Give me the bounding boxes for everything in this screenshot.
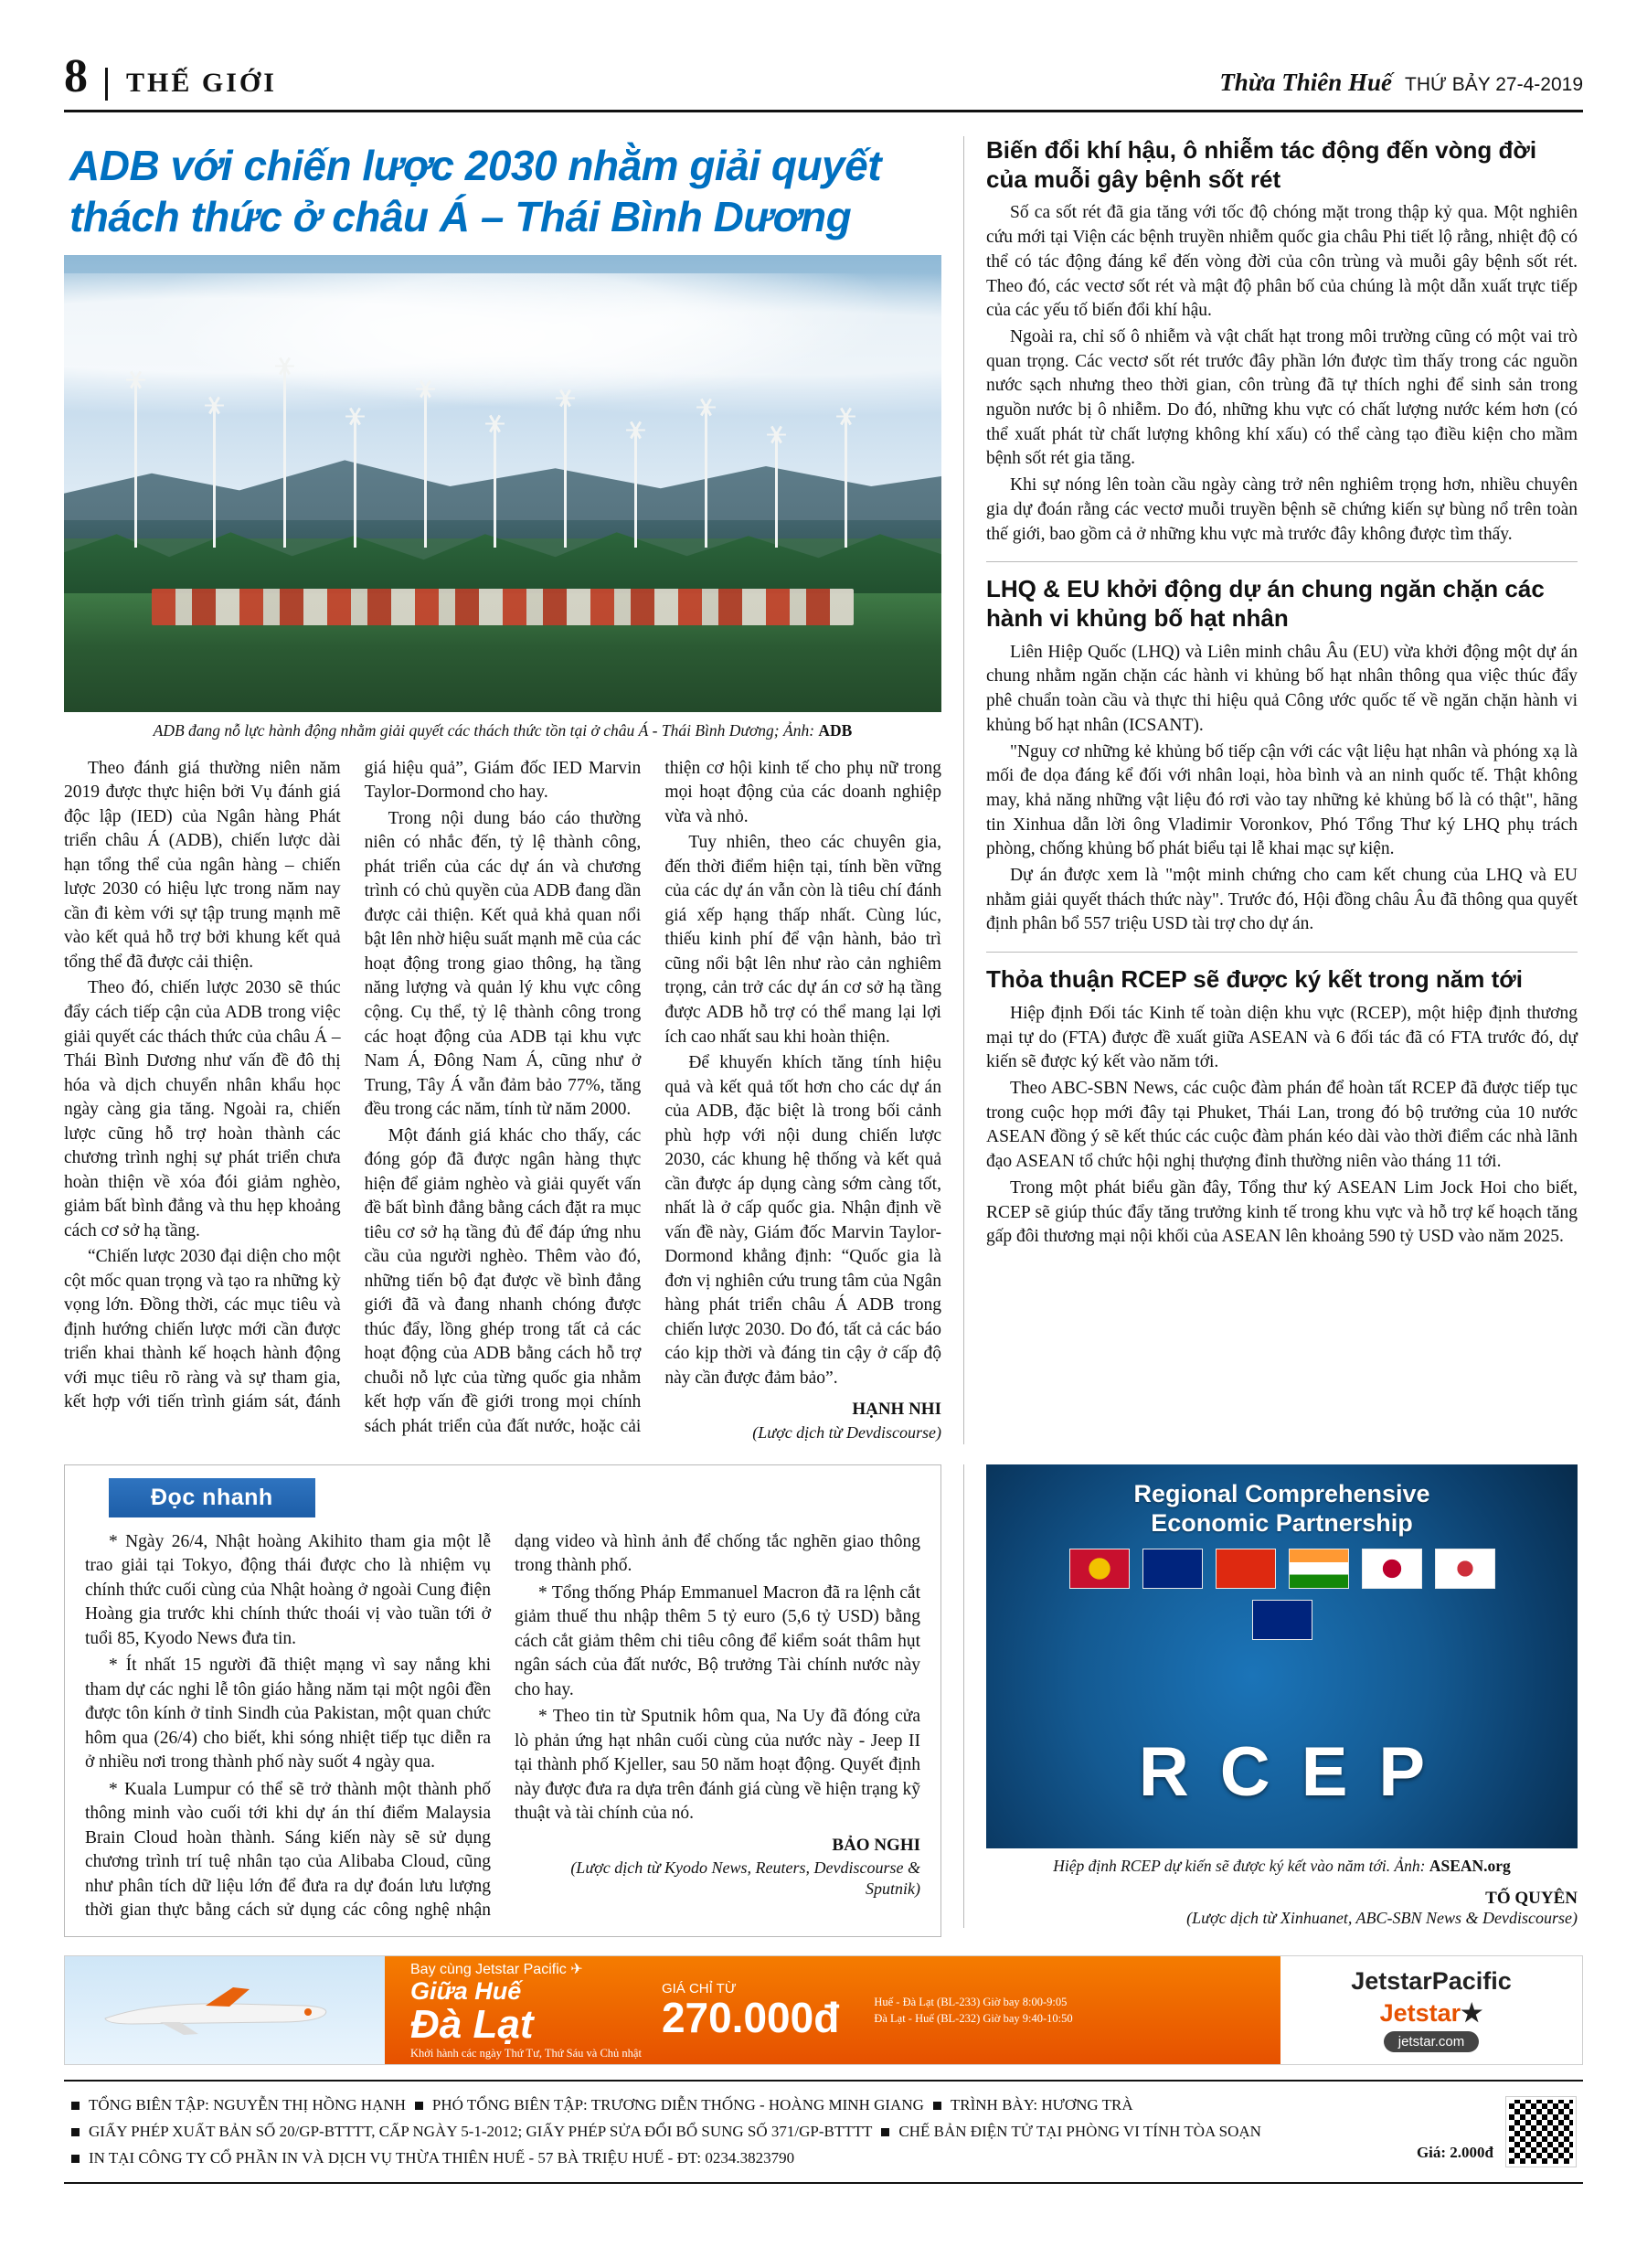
right-article-paragraph: Hiệp định Đối tác Kinh tế toàn diện khu vực (RCEP), một hiệp định thương mại tự do (FTA) được đề xuất giữa ASEAN và 6 đối tác đã có FTA trước đó, dự kiến sẽ được ký kết vào năm tới. — [986, 1003, 1578, 1072]
qr-code-icon[interactable] — [1506, 2097, 1576, 2167]
ad-plane-image — [65, 1956, 385, 2064]
rcep-caption-text: Hiệp định RCEP dự kiến sẽ được ký kết vào năm tới. Ảnh: — [1053, 1856, 1429, 1875]
right-article-title: LHQ & EU khởi động dự án chung ngăn chặn các hành vi khủng bố hạt nhân — [986, 575, 1545, 632]
advertisement-banner[interactable] — [64, 1955, 1583, 2065]
list-item: * Tổng thống Pháp Emmanuel Macron đã ra lệnh cắt giảm thuế thu nhập thêm 5 tỷ euro (5,6 tỷ USD) bằng cách cắt giảm thêm chi tiêu công để kiểm soát thâm hụt ngân sách của đất nước, Bộ trưởng Tài chính nước này cho hay. — [515, 1582, 920, 1699]
footer-line-3 — [71, 2146, 1261, 2172]
ad-brand-block[interactable] — [1280, 1956, 1582, 2064]
list-item: * Kuala Lumpur có thể sẽ trở thành một thành phố thông minh vào cuối tới khi dự án thí điểm Malaysia Brain Cloud hoàn thành. Sáng kiến này sẽ sử dụng chương trình trí tuệ nhân tạo của Alibaba Cloud, cũng như phân tích dữ liệu lớn để đưa ra dự đoán lưu lượng thời gian thực bằng cách sử dụng các công nghệ nhận dạng video và hình ảnh để chống tắc nghẽn giao thông trong thành phố. — [85, 1531, 920, 1921]
flag-south-korea — [1435, 1549, 1495, 1589]
footer-license: GIẤY PHÉP XUẤT BẢN SỐ 20/GP-BTTTT, CẤP NGÀY 5-1-2012; GIẤY PHÉP SỬA ĐỔI BỔ SUNG SỐ 371/GP-BTTTT — [89, 2122, 873, 2140]
ad-schedule-line: Huế - Đà Lạt (BL-233) Giờ bay 8:00-9:05 — [874, 1995, 1068, 2008]
right-article-paragraph: Trong một phát biểu gần đây, Tổng thư ký ASEAN Lim Jock Hoi cho biết, RCEP sẽ giúp thúc đẩy tăng trưởng kinh tế trong khu vực và hỗ trợ kế hoạch tăng gấp đôi thương mại nội khối của ASEAN lên khoảng 590 tỷ USD vào năm 2025. — [986, 1177, 1578, 1247]
ad-price-label: GIÁ CHỈ TỪ — [661, 1981, 737, 1997]
right-article-climate — [986, 136, 1578, 547]
right-article-paragraph: Theo ABC-SBN News, các cuộc đàm phán để hoàn tất RCEP đã được tiếp tục trong cuộc họp mới đây tại Phuket, Thái Lan, trong đó bộ trưởng của 10 nước ASEAN đồng ý sẽ kết thúc các cuộc đàm phán kéo dài vào thời điểm các nhà lãnh đạo ASEAN tổ chức hội nghị thượng đỉnh thường niên vào tháng 11 tới. — [986, 1078, 1578, 1172]
photo-caption-text: ADB đang nỗ lực hành động nhằm giải quyết các thách thức tồn tại ở châu Á - Thái Bình Dương; Ảnh: — [153, 721, 819, 740]
rcep-title-line2: Economic Partnership — [1151, 1509, 1413, 1538]
airplane-icon — [96, 1982, 343, 2039]
masthead — [64, 50, 1583, 112]
rcep-byline: TỐ QUYÊN — [1485, 1888, 1578, 1908]
photo-village — [152, 589, 854, 625]
footer-printer: IN TẠI CÔNG TY CỔ PHẦN IN VÀ DỊCH VỤ THỪA THIÊN HUẾ - 57 BÀ TRIỆU HUẾ - ĐT: 0234.3823790 — [89, 2148, 795, 2167]
footer-right — [1417, 2097, 1576, 2167]
right-article-paragraph: "Nguy cơ những kẻ khủng bố tiếp cận với các vật liệu hạt nhân và phóng xạ là mối đe dọa đáng kể đối với nhân loại, hòa bình và an ninh quốc tế. Thật không may, khả năng những vật liệu đó rơi vào tay những kẻ khủng bố là có thật", hãng tin Xinhua dẫn lời ông Vladimir Voronkov, Phó Tổng Thư ký LHQ phụ trách phòng, chống khủng bố phát biểu tại lễ khai mạc sự kiện. — [986, 741, 1578, 859]
ad-tagline: Bay cùng Jetstar Pacific ✈ — [410, 1962, 583, 1978]
wind-farm-photo — [64, 255, 941, 712]
right-article-title: Thỏa thuận RCEP sẽ được ký kết trong năm tới — [986, 965, 1523, 994]
page-number: 8 — [64, 50, 87, 102]
right-article-nuclear — [986, 575, 1578, 937]
article-headline: ADB với chiến lược 2030 nhằm giải quyết thách thức ở châu Á – Thái Bình Dương — [69, 142, 882, 241]
right-article-title: Biến đổi khí hậu, ô nhiễm tác động đến vòng đời của muỗi gây bệnh sốt rét — [986, 136, 1537, 193]
quick-read-tag: Đọc nhanh — [109, 1478, 315, 1517]
footer-layout: TRÌNH BÀY: HƯƠNG TRÀ — [950, 2095, 1133, 2114]
right-article-rcep — [986, 965, 1578, 1250]
ad-note: Khởi hành các ngày Thứ Tư, Thứ Sáu và Chủ nhật — [410, 2046, 642, 2060]
ad-price-block — [642, 1981, 859, 2042]
bullet-icon — [71, 2128, 80, 2136]
right-article-body — [986, 1002, 1578, 1250]
ad-price-unit: đ — [813, 1994, 840, 2042]
right-column — [963, 136, 1578, 1444]
article-paragraph: Theo đó, chiến lược 2030 sẽ thúc đẩy cách tiếp cận của ADB trong việc giải quyết các thách thức của châu Á – Thái Bình Dương như vấn đề đô thị hóa và dịch chuyển nhân khẩu học ngày càng gia tăng. Ngoài ra, chiến lược cũng hỗ trợ hoàn thành các chương trình nghị sự phát triển chưa hoàn thiện về xóa đói giảm nghèo, giảm bất bình đẳng và thu hẹp khoảng cách cơ sở hạ tầng. — [64, 978, 341, 1240]
ad-brand-jetstar-pacific: JetstarPacific — [1351, 1967, 1512, 1996]
quick-read-items — [65, 1517, 940, 1923]
divider — [986, 561, 1578, 562]
ad-schedule — [859, 1994, 1087, 2027]
flag-asean — [1069, 1549, 1130, 1589]
article-byline: HẠNH NHI — [852, 1400, 941, 1420]
bullet-icon — [933, 2102, 941, 2110]
quick-read-box — [64, 1464, 941, 1937]
paper-name: Thừa Thiên Huế — [1219, 69, 1393, 96]
article-paragraph: “Chiến lược 2030 đại diện cho một cột mốc quan trọng và tạo ra những kỳ vọng lớn. Đồng thời, các mục tiêu và định hướng chiến lược mới cần được triển khai thành kế hoạch hành động với mục tiêu rõ ràng và sự tham gia, kết hợp với tiến trình giám sát, đánh giá hiệu quả”, Giám đốc IED Marvin Taylor-Dormond cho hay. — [64, 758, 642, 1412]
footer-prepress: CHẾ BẢN ĐIỆN TỬ TẠI PHÒNG VI TÍNH TÒA SOẠN — [898, 2122, 1261, 2140]
article-paragraph: Trong nội dung báo cáo thường niên có nhắc đến, tỷ lệ thành công, phát triển của các dự án và chương trình có chủ quyền của ADB đang dần được cải thiện. Kết quả khả quan nổi bật lên nhờ hiệu suất mạnh mẽ của các hoạt động trong giao thông, hạ tầng năng lượng và quản lý khu vực công cộng. Cụ thể, tỷ lệ thành công trong các hoạt động của ADB tại khu vực Nam Á, Đông Nam Á, cũng như ở Trung, Tây Á vẫn đảm bảo 77%, tăng đều trong các năm, tính từ năm 2000. — [364, 808, 642, 1120]
quick-read-source: (Lược dịch từ Kyodo News, Reuters, Devdiscourse & Sputnik) — [570, 1858, 920, 1898]
article-byline-source: (Lược dịch từ Devdiscourse) — [752, 1423, 941, 1443]
lower-band — [64, 1464, 1583, 1937]
main-article — [64, 136, 941, 1444]
page-footer — [64, 2080, 1583, 2185]
ad-url[interactable]: jetstar.com — [1384, 2031, 1480, 2052]
flag-japan — [1362, 1549, 1422, 1589]
ad-route-to: Đà Lạt — [410, 2002, 534, 2048]
right-article-paragraph: Ngoài ra, chỉ số ô nhiễm và vật chất hạt trong môi trường cũng có một vai trò quan trọng. Các vectơ sốt rét trước đây phần lớn được tìm thấy trong các nguồn nước sạch nhưng theo thời gian, côn trùng đã tự thích nghi để sinh sản trong nguồn nước bị ô nhiễm. Do đó, những khu vực có chất lượng nước kém hơn (có thể xuất phát từ chất lượng không khí xấu) có thể càng tạo điều kiện cho mầm bệnh sốt rét gia tăng. — [986, 326, 1578, 469]
ad-route-from: Giữa Huế — [410, 1977, 522, 2006]
rcep-letters: RCEP — [1138, 1732, 1457, 1811]
divider — [986, 952, 1578, 953]
footer-line-1 — [71, 2092, 1261, 2119]
list-item: * Theo tin từ Sputnik hôm qua, Na Uy đã đóng cửa lò phản ứng hạt nhân cuối cùng của nước này - Jeep II tại thành phố Kjeller, sau 50 năm hoạt động. Quyết định này được đưa ra dựa trên đánh giá cùng về hiện trạng kỹ thuật và tài chính của nó. — [515, 1707, 920, 1824]
ad-price — [661, 1994, 840, 2042]
rcep-box — [963, 1464, 1578, 1928]
ad-schedule-line: Đà Lạt - Huế (BL-232) Giờ bay 9:40-10:50 — [874, 2011, 1073, 2025]
paper-date: THỨ BẢY 27-4-2019 — [1405, 74, 1583, 95]
section-title: THẾ GIỚI — [105, 68, 277, 101]
ad-text-block — [385, 1956, 1280, 2064]
right-article-paragraph: Số ca sốt rét đã gia tăng với tốc độ chóng mặt trong thập kỷ qua. Một nghiên cứu mới tại Viện các bệnh truyền nhiễm quốc gia châu Phi tiết lộ rằng, nhiệt độ có thể có tác động đáng kể đến vòng đời của côn trùng và muỗi gây bệnh sốt rét. Theo đó, các vectơ sốt rét và mật độ phân bố của chúng là một dẫn xuất trực tiếp của các yếu tố biến đổi khí hậu. — [986, 203, 1578, 321]
ad-route — [410, 1978, 642, 2047]
photo-caption — [64, 712, 941, 742]
rcep-source: (Lược dịch từ Xinhuanet, ABC-SBN News & Devdiscourse) — [1186, 1908, 1578, 1927]
article-paragraph: Tuy nhiên, theo các chuyên gia, đến thời điểm hiện tại, tính bền vững của các dự án vẫn còn là tiêu chí đánh giá xếp hạng thấp nhất. Cùng lúc, thiếu kinh phí để vận hành, bảo trì cũng nổi bật lên như rào cản nghiêm trọng, cản trở các dự án cơ sở hạ tầng được ADB hỗ trợ có thể mang lại lợi ích cao nhất sau khi hoàn thiện. — [664, 833, 941, 1047]
footer-line-2 — [71, 2119, 1261, 2146]
article-photo-wrap — [64, 255, 941, 742]
page-content — [64, 136, 1583, 1444]
price-label: Giá: 2.000đ — [1416, 2144, 1493, 2162]
article-body — [64, 757, 941, 1444]
flag-china — [1216, 1549, 1276, 1589]
footer-credits — [71, 2092, 1261, 2172]
bullet-icon — [415, 2102, 423, 2110]
rcep-title-line1: Regional Comprehensive — [1133, 1479, 1430, 1507]
article-paragraph: Theo đánh giá thường niên năm 2019 được thực hiện bởi Vụ đánh giá độc lập (IED) của Ngân hàng Phát triển châu Á (ADB), chiến lược dài hạn tổng thể của ngân hàng – chiến lược 2030 có hiệu lực trong năm nay cần đi kèm với sự tập trung mạnh mẽ vào kết quả hỗ trợ bởi khung kết quả tổng thể đã được cải thiện. — [64, 758, 341, 972]
list-item: * Ngày 26/4, Nhật hoàng Akihito tham gia một lễ trao giải tại Tokyo, động thái được cho là nhiệm vụ chính thức cuối cùng của Nhật hoàng ở ngoài Cung điện Hoàng gia trước khi chính thức thoái vị vào tuần tới ở tuổi 85, Kyodo News đưa tin. — [85, 1531, 491, 1648]
masthead-right — [1219, 69, 1583, 101]
ad-route-block — [385, 1960, 642, 2060]
masthead-left — [64, 50, 277, 102]
ad-brand-jetstar: Jetstar★ — [1379, 1999, 1483, 2028]
bullet-icon — [71, 2155, 80, 2163]
rcep-caption — [986, 1848, 1578, 1876]
bullet-icon — [881, 2128, 889, 2136]
rcep-graphic — [986, 1464, 1578, 1848]
article-paragraph: Một đánh giá khác cho thấy, các đóng góp đã được ngân hàng thực hiện để giảm nghèo và giải quyết vấn đề bất bình đẳng bằng cách đặt ra mục tiêu cơ sở hạ tầng đủ để đáp ứng nhu cầu của người nghèo. Thêm vào đó, những tiến bộ đạt được về bình đẳng giới đã và đang nhanh chóng được thúc đẩy, lồng ghép trong tất cả các hoạt động của ADB bằng cách hỗ trợ chuỗi nỗ lực của từng quốc gia nhằm kết hợp vấn đề giới trong mọi chính sách phát triển của đất nước, hoặc cải thiện cơ hội kinh tế cho phụ nữ trong mọi hoạt động của các doanh nghiệp vừa và nhỏ. — [364, 758, 941, 1436]
flag-india — [1289, 1549, 1349, 1589]
wind-turbines — [64, 319, 941, 548]
right-article-body — [986, 641, 1578, 937]
ad-price-value: 270.000 — [661, 1994, 814, 2042]
rcep-caption-credit: ASEAN.org — [1429, 1856, 1511, 1875]
list-item: * Ít nhất 15 người đã thiệt mạng vì say nắng khi tham dự các nghi lễ tôn giáo hằng năm tại một ngôi đền được tôn kính ở tỉnh Sindh của Pakistan, một quan chức hôm qua (26/4) cho biết, khi sóng nhiệt tiếp tục diễn ra ở nhiều nơi trong thành phố này suốt 4 ngày qua. — [85, 1656, 491, 1773]
footer-deputy-editors: PHÓ TỔNG BIÊN TẬP: TRƯƠNG DIỄN THỐNG - HOÀNG MINH GIANG — [431, 2095, 924, 2114]
flag-new-zealand — [1252, 1600, 1312, 1640]
right-article-paragraph: Dự án được xem là "một minh chứng cho cam kết chung của LHQ và EU nhằm giải quyết thách thức này". Trước đó, Hội đồng châu Âu đã thông qua quyết định phân bổ 557 triệu USD tài trợ cho dự án. — [986, 866, 1578, 934]
photo-caption-credit: ADB — [818, 721, 853, 740]
bullet-icon — [71, 2102, 80, 2110]
article-paragraph: Để khuyến khích tăng tính hiệu quả và kết quả tốt hơn cho các dự án của ADB, đặc biệt là trong bối cảnh phù hợp với nội dung chiến lược 2030, các khung hệ thống và kết quả cần được áp dụng càng sớm càng tốt, nhất là ở cấp quốc gia. Nhận định về vấn đề này, Giám đốc Marvin Taylor-Dormond khẳng định: “Quốc gia là đơn vị nghiên cứu trung tâm của Ngân hàng phát triển châu Á ADB trong chiến lược 2030. Do đó, tất cả các báo cáo kịp thời và đáng tin cậy ở cấp độ này cần được đảm bảo”. — [664, 1053, 941, 1388]
footer-editor-in-chief: TỔNG BIÊN TẬP: NGUYỄN THỊ HỒNG HẠNH — [89, 2095, 406, 2114]
quick-read-byline: BẢO NGHI — [832, 1835, 920, 1855]
rcep-graphic-title — [986, 1479, 1578, 1539]
right-article-paragraph: Khi sự nóng lên toàn cầu ngày càng trở nên nghiêm trọng hơn, nhiều chuyên gia dự đoán rằng các vectơ muỗi truyền bệnh sẽ chứng kiến sự bùng nổ trên toàn thế giới, bao gồm cả ở những khu vực mà trước đây không được tìm thấy. — [986, 475, 1578, 544]
right-article-paragraph: Liên Hiệp Quốc (LHQ) và Liên minh châu Âu (EU) vừa khởi động một dự án chung nhằm ngăn chặn các hành vi khủng bố hạt nhân thông qua việc thúc đẩy phê chuẩn toàn cầu và thực thi hiệu quả Công ước quốc tế về ngăn chặn hành vi khủng bố hạt nhân (ICSANT). — [986, 642, 1578, 735]
flag-australia — [1142, 1549, 1203, 1589]
right-article-body — [986, 201, 1578, 547]
rcep-flags — [986, 1549, 1578, 1640]
